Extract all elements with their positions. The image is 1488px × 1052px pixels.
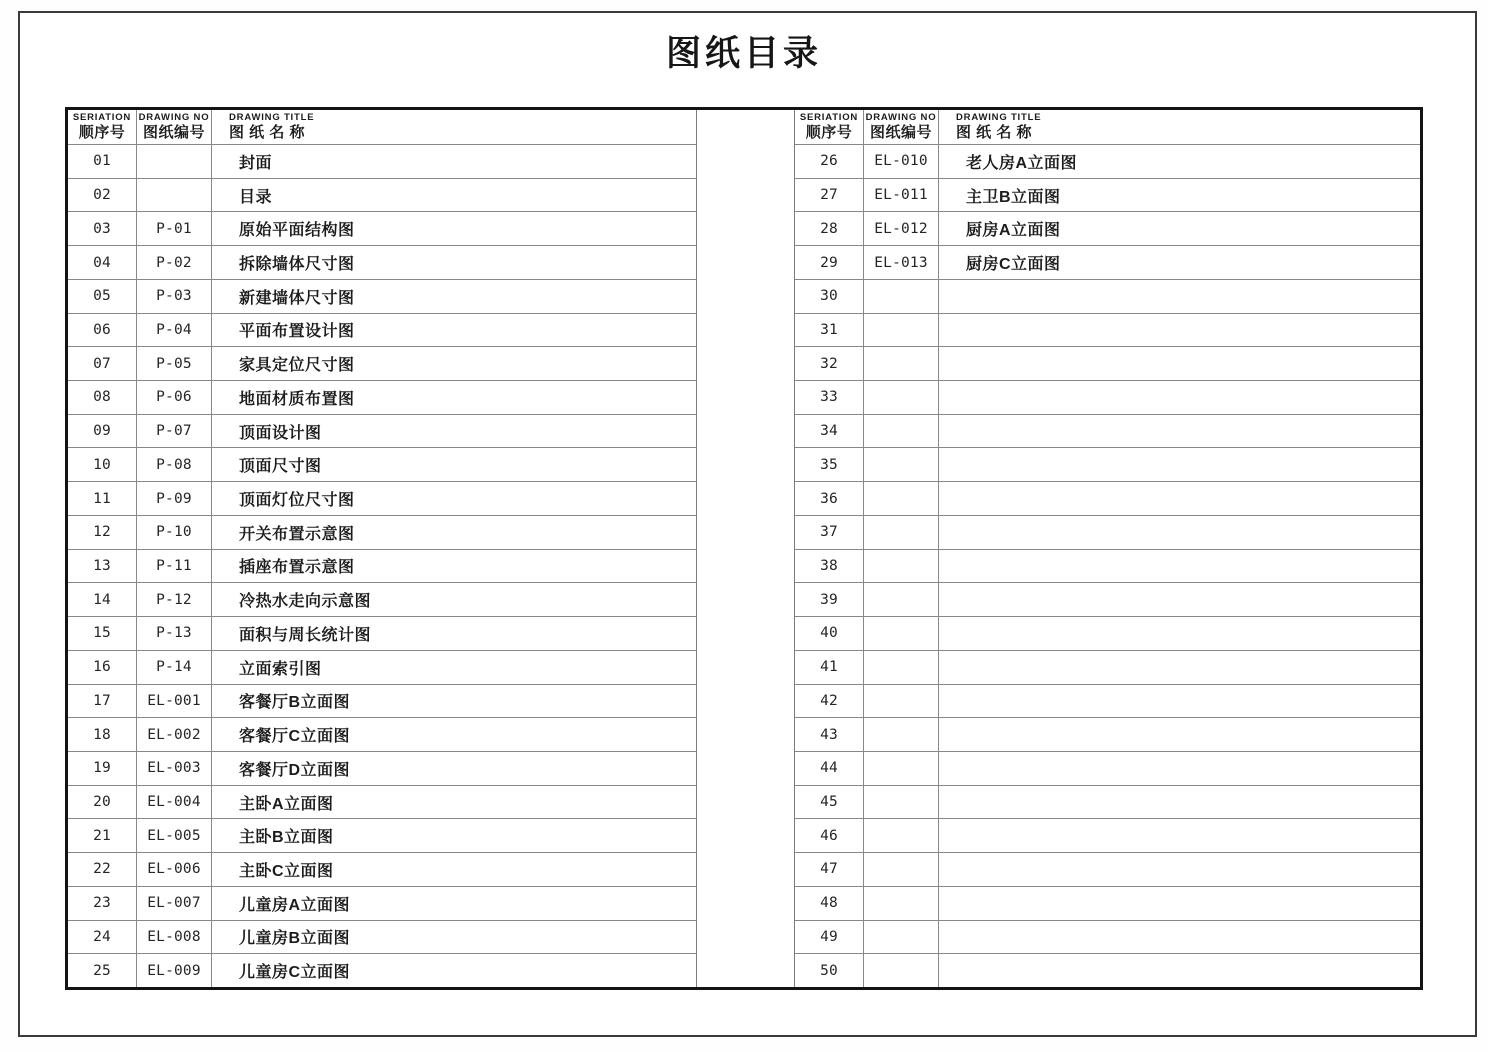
row-drawing-title: 主卧A立面图	[239, 795, 334, 813]
header-drawing-title-zh: 图 纸 名 称	[229, 123, 306, 141]
row-seriation-number: 27	[795, 179, 864, 212]
header-seriation-zh: 顺序号	[78, 123, 126, 141]
row-drawing-no	[864, 583, 939, 616]
row-drawing-no: P-08	[137, 448, 212, 481]
row-seriation-number: 07	[68, 347, 137, 380]
row-drawing-no	[864, 718, 939, 751]
table-row	[795, 380, 1420, 414]
row-drawing-title	[939, 415, 1420, 448]
row-seriation-number: 28	[795, 212, 864, 245]
row-seriation-number: 47	[795, 853, 864, 886]
row-seriation-number: 15	[68, 617, 137, 650]
row-drawing-title: 开关布置示意图	[239, 525, 355, 543]
row-drawing-no: P-02	[137, 246, 212, 279]
table-row	[68, 650, 696, 684]
table-row	[68, 852, 696, 886]
row-drawing-no	[864, 381, 939, 414]
row-seriation-number: 44	[795, 752, 864, 785]
drawing-index-table	[65, 107, 1423, 990]
row-seriation-number: 37	[795, 516, 864, 549]
header-seriation	[795, 110, 864, 144]
row-seriation-number: 49	[795, 921, 864, 954]
row-drawing-no	[864, 448, 939, 481]
row-drawing-title	[939, 280, 1420, 313]
row-seriation-number: 24	[68, 921, 137, 954]
row-drawing-no	[864, 314, 939, 347]
table-row	[68, 549, 696, 583]
row-drawing-title	[939, 718, 1420, 751]
table-row	[68, 245, 696, 279]
header-drawing-no-zh: 图纸编号	[869, 123, 932, 141]
row-drawing-no	[864, 685, 939, 718]
row-drawing-no: EL-007	[137, 887, 212, 920]
table-row	[795, 245, 1420, 279]
row-drawing-title	[939, 685, 1420, 718]
row-drawing-title	[939, 516, 1420, 549]
table-row	[795, 852, 1420, 886]
row-drawing-title: 冷热水走向示意图	[239, 593, 372, 611]
header-drawing-no	[864, 110, 939, 144]
row-drawing-title	[939, 819, 1420, 852]
row-drawing-title: 顶面设计图	[239, 424, 322, 442]
table-row	[795, 616, 1420, 650]
row-drawing-no: EL-011	[864, 179, 939, 212]
table-row	[68, 616, 696, 650]
row-drawing-title	[939, 887, 1420, 920]
table-row	[68, 785, 696, 819]
row-seriation-number: 06	[68, 314, 137, 347]
table-row	[795, 481, 1420, 515]
table-row	[795, 447, 1420, 481]
row-drawing-no: EL-001	[137, 685, 212, 718]
row-drawing-no: P-01	[137, 212, 212, 245]
row-drawing-title: 原始平面结构图	[239, 222, 355, 240]
row-drawing-title: 主卫B立面图	[966, 188, 1061, 206]
row-drawing-no	[864, 415, 939, 448]
row-seriation-number: 03	[68, 212, 137, 245]
table-row	[68, 346, 696, 380]
row-drawing-title: 顶面灯位尺寸图	[239, 492, 355, 510]
row-seriation-number: 33	[795, 381, 864, 414]
row-seriation-number: 22	[68, 853, 137, 886]
table-row	[68, 582, 696, 616]
row-seriation-number: 35	[795, 448, 864, 481]
row-seriation-number: 26	[795, 145, 864, 178]
table-row	[795, 549, 1420, 583]
row-drawing-no	[864, 819, 939, 852]
table-body-right	[795, 144, 1420, 987]
table-body-left	[68, 144, 696, 987]
row-drawing-title: 主卧B立面图	[239, 829, 334, 847]
row-seriation-number: 48	[795, 887, 864, 920]
row-drawing-title	[939, 347, 1420, 380]
table-header-left	[68, 110, 696, 144]
row-drawing-title: 客餐厅B立面图	[239, 694, 351, 712]
table-row	[795, 818, 1420, 852]
row-seriation-number: 08	[68, 381, 137, 414]
table-row	[68, 211, 696, 245]
table-row	[795, 515, 1420, 549]
row-drawing-title: 插座布置示意图	[239, 559, 355, 577]
table-row	[795, 920, 1420, 954]
row-seriation-number: 12	[68, 516, 137, 549]
header-drawing-no	[137, 110, 212, 144]
table-row	[795, 953, 1420, 987]
table-row	[795, 684, 1420, 718]
table-row	[68, 684, 696, 718]
table-row	[795, 144, 1420, 178]
row-seriation-number: 10	[68, 448, 137, 481]
row-drawing-title: 家具定位尺寸图	[239, 357, 355, 375]
row-seriation-number: 01	[68, 145, 137, 178]
table-gap-column	[697, 110, 794, 987]
row-seriation-number: 42	[795, 685, 864, 718]
row-drawing-title	[939, 482, 1420, 515]
row-seriation-number: 46	[795, 819, 864, 852]
table-row	[795, 717, 1420, 751]
row-seriation-number: 19	[68, 752, 137, 785]
header-drawing-no-en: DRAWING NO	[865, 112, 937, 124]
drawing-index-table-right	[794, 110, 1420, 987]
row-seriation-number: 32	[795, 347, 864, 380]
row-seriation-number: 17	[68, 685, 137, 718]
row-seriation-number: 29	[795, 246, 864, 279]
row-drawing-no: EL-010	[864, 145, 939, 178]
table-row	[795, 279, 1420, 313]
row-seriation-number: 04	[68, 246, 137, 279]
row-seriation-number: 30	[795, 280, 864, 313]
row-drawing-no: P-11	[137, 550, 212, 583]
row-drawing-title: 厨房A立面图	[966, 222, 1061, 240]
row-seriation-number: 16	[68, 651, 137, 684]
row-drawing-no: P-07	[137, 415, 212, 448]
header-drawing-title-en: DRAWING TITLE	[229, 112, 315, 124]
row-seriation-number: 50	[795, 954, 864, 987]
row-drawing-title: 儿童房B立面图	[239, 930, 351, 948]
table-row	[68, 515, 696, 549]
row-drawing-no	[864, 651, 939, 684]
row-seriation-number: 34	[795, 415, 864, 448]
header-seriation	[68, 110, 137, 144]
row-drawing-no: EL-013	[864, 246, 939, 279]
row-drawing-no: EL-006	[137, 853, 212, 886]
row-drawing-no: EL-004	[137, 786, 212, 819]
row-drawing-title: 目录	[239, 188, 273, 206]
header-drawing-title	[939, 110, 1420, 144]
table-row	[68, 313, 696, 347]
table-row	[795, 178, 1420, 212]
row-drawing-no: EL-012	[864, 212, 939, 245]
row-seriation-number: 23	[68, 887, 137, 920]
header-drawing-no-zh: 图纸编号	[142, 123, 205, 141]
table-row	[68, 717, 696, 751]
table-row	[68, 886, 696, 920]
row-drawing-title	[939, 651, 1420, 684]
row-drawing-no	[864, 280, 939, 313]
table-row	[795, 313, 1420, 347]
row-drawing-title: 封面	[239, 154, 273, 172]
table-row	[795, 211, 1420, 245]
row-drawing-no	[137, 145, 212, 178]
table-row	[68, 818, 696, 852]
header-drawing-title-en: DRAWING TITLE	[956, 112, 1042, 124]
row-drawing-title: 拆除墙体尺寸图	[239, 256, 355, 274]
row-seriation-number: 38	[795, 550, 864, 583]
row-drawing-title: 客餐厅C立面图	[239, 728, 351, 746]
row-drawing-title	[939, 954, 1420, 987]
table-row	[68, 447, 696, 481]
row-drawing-title: 立面索引图	[239, 660, 322, 678]
row-drawing-no: P-03	[137, 280, 212, 313]
row-drawing-no	[864, 786, 939, 819]
header-seriation-en: SERIATION	[799, 112, 859, 124]
table-row	[68, 920, 696, 954]
row-drawing-title: 老人房A立面图	[966, 154, 1078, 172]
row-drawing-no	[864, 617, 939, 650]
row-seriation-number: 18	[68, 718, 137, 751]
row-seriation-number: 20	[68, 786, 137, 819]
row-drawing-title: 客餐厅D立面图	[239, 761, 351, 779]
row-drawing-no: EL-009	[137, 954, 212, 987]
page-title: 图纸目录	[665, 34, 822, 73]
row-seriation-number: 39	[795, 583, 864, 616]
row-drawing-title: 儿童房C立面图	[239, 964, 351, 982]
table-row	[795, 582, 1420, 616]
row-seriation-number: 40	[795, 617, 864, 650]
table-header-right	[795, 110, 1420, 144]
row-drawing-no	[864, 887, 939, 920]
table-row	[795, 414, 1420, 448]
row-drawing-no: P-09	[137, 482, 212, 515]
row-seriation-number: 45	[795, 786, 864, 819]
row-seriation-number: 36	[795, 482, 864, 515]
row-drawing-title	[939, 550, 1420, 583]
row-seriation-number: 09	[68, 415, 137, 448]
row-drawing-no	[864, 482, 939, 515]
row-drawing-no: P-10	[137, 516, 212, 549]
row-drawing-no: EL-005	[137, 819, 212, 852]
row-drawing-title: 地面材质布置图	[239, 390, 355, 408]
row-drawing-no	[864, 752, 939, 785]
row-drawing-no: P-06	[137, 381, 212, 414]
row-drawing-title	[939, 921, 1420, 954]
header-drawing-title	[212, 110, 696, 144]
table-row	[68, 380, 696, 414]
row-drawing-no: P-04	[137, 314, 212, 347]
table-row	[68, 751, 696, 785]
row-drawing-no: P-13	[137, 617, 212, 650]
row-seriation-number: 21	[68, 819, 137, 852]
row-drawing-no: EL-002	[137, 718, 212, 751]
row-drawing-no	[864, 921, 939, 954]
row-drawing-title	[939, 752, 1420, 785]
table-row	[68, 279, 696, 313]
row-drawing-title: 主卧C立面图	[239, 862, 334, 880]
table-row	[68, 414, 696, 448]
row-drawing-title	[939, 583, 1420, 616]
row-drawing-no	[137, 179, 212, 212]
row-drawing-no: EL-003	[137, 752, 212, 785]
drawing-index-table-left	[68, 110, 697, 987]
table-row	[795, 650, 1420, 684]
row-drawing-title: 顶面尺寸图	[239, 458, 322, 476]
row-drawing-title	[939, 381, 1420, 414]
header-drawing-title-zh: 图 纸 名 称	[956, 123, 1033, 141]
header-seriation-zh: 顺序号	[805, 123, 853, 141]
row-drawing-no: P-14	[137, 651, 212, 684]
table-row	[68, 178, 696, 212]
header-seriation-en: SERIATION	[72, 112, 132, 124]
row-drawing-no	[864, 550, 939, 583]
row-drawing-no	[864, 954, 939, 987]
header-drawing-no-en: DRAWING NO	[138, 112, 210, 124]
row-drawing-title	[939, 853, 1420, 886]
table-row	[795, 751, 1420, 785]
row-drawing-title: 儿童房A立面图	[239, 896, 351, 914]
row-seriation-number: 13	[68, 550, 137, 583]
row-drawing-title	[939, 617, 1420, 650]
row-drawing-title: 厨房C立面图	[966, 256, 1061, 274]
row-seriation-number: 02	[68, 179, 137, 212]
table-row	[795, 346, 1420, 380]
row-seriation-number: 11	[68, 482, 137, 515]
table-row	[795, 785, 1420, 819]
row-seriation-number: 25	[68, 954, 137, 987]
row-drawing-title	[939, 314, 1420, 347]
row-seriation-number: 43	[795, 718, 864, 751]
row-drawing-no: P-05	[137, 347, 212, 380]
row-drawing-title: 新建墙体尺寸图	[239, 289, 355, 307]
row-drawing-no	[864, 853, 939, 886]
row-drawing-title	[939, 448, 1420, 481]
row-drawing-no: P-12	[137, 583, 212, 616]
row-drawing-no	[864, 347, 939, 380]
row-seriation-number: 31	[795, 314, 864, 347]
row-seriation-number: 05	[68, 280, 137, 313]
table-row	[68, 481, 696, 515]
table-row	[68, 144, 696, 178]
row-drawing-title: 平面布置设计图	[239, 323, 355, 341]
row-seriation-number: 41	[795, 651, 864, 684]
table-row	[795, 886, 1420, 920]
row-drawing-no	[864, 516, 939, 549]
row-drawing-title: 面积与周长统计图	[239, 626, 372, 644]
table-row	[68, 953, 696, 987]
row-seriation-number: 14	[68, 583, 137, 616]
row-drawing-no: EL-008	[137, 921, 212, 954]
row-drawing-title	[939, 786, 1420, 819]
